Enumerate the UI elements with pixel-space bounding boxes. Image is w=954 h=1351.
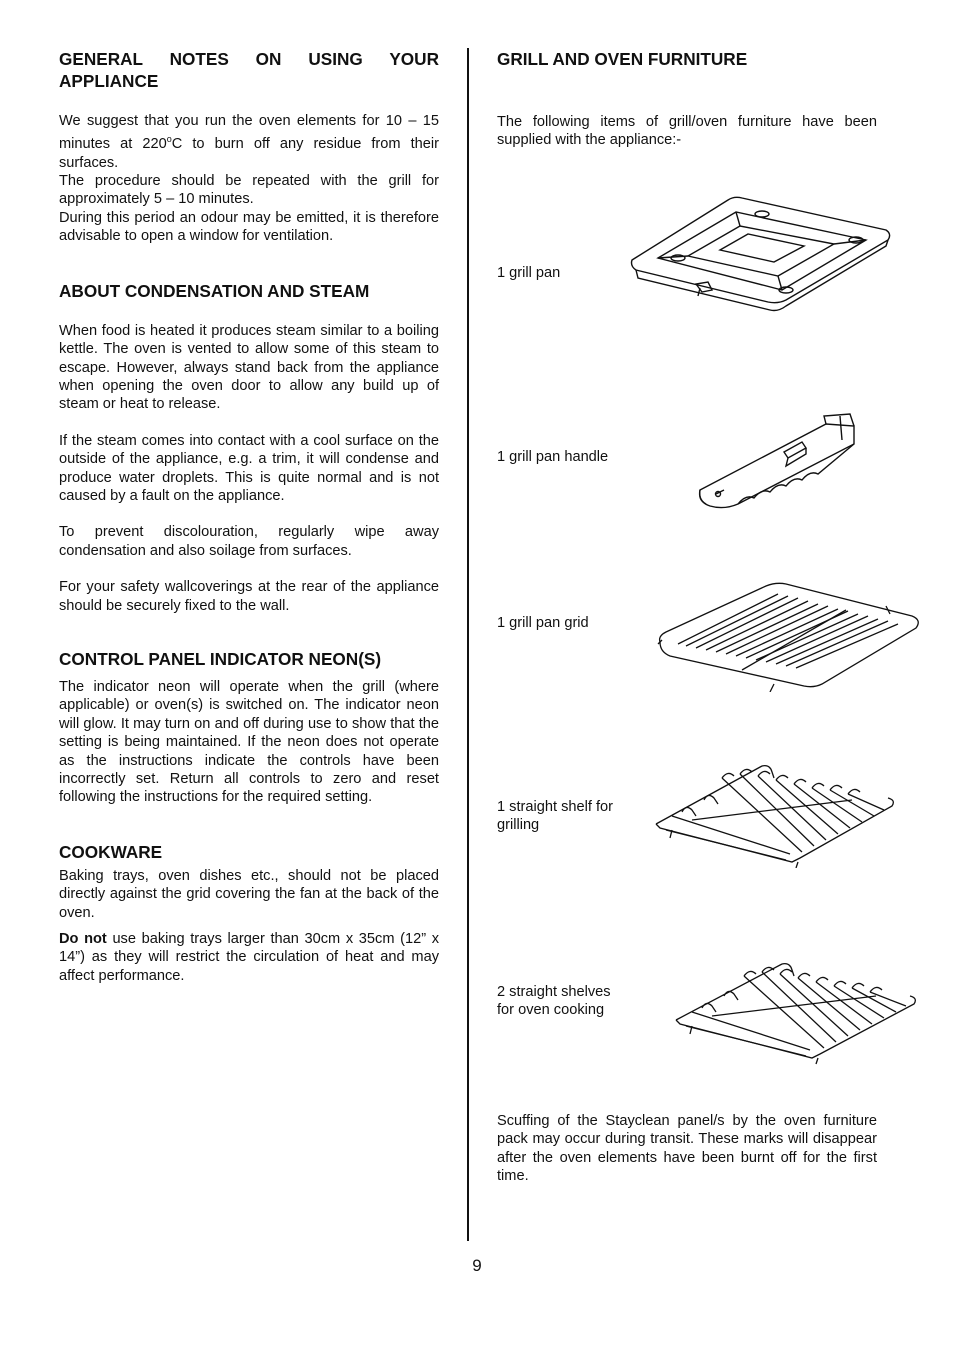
cookware-p2: Do not use baking trays larger than 30cm x 35cm (12” x 14”) as they will restrict the circulation of heat and may affect performance. (59, 931, 440, 984)
general-notes-p3: During this period an odour may be emitted, it is therefore advisable to open a window for ventilation. (59, 209, 439, 245)
furniture-intro: The following items of grill/oven furniture have been supplied with the appliance:- (497, 114, 877, 149)
item-label-grill-pan-handle: 1 grill pan handle (497, 449, 609, 465)
condensation-p1: When food is heated it produces steam similar to a boiling kettle. The oven is vented to allow some of this steam to escape. However, always stand back from the appliance when opening the oven door to allow any build up of steam or heat to release. (59, 322, 439, 413)
general-notes-p1: We suggest that you run the oven elements for 10 – 15 minutes at 220$^o$C to burn off any residue from their surfaces. (59, 113, 439, 171)
general-notes-heading: GENERAL NOTES ON USING YOUR APPLIANCE (59, 49, 439, 91)
grill-pan-illustration (628, 192, 894, 314)
general-notes-p2: The procedure should be repeated with the grill for approximately 5 – 10 minutes. (59, 173, 439, 208)
straight-shelves-oven-illustration (672, 958, 920, 1066)
left-column (59, 48, 439, 985)
neon-p1: The indicator neon will operate when the grill (where applicable) or oven(s) is switched on. The indicator neon will glow. It may turn on and off during use to show that the setting is being maintained. If the neon does not operate as the instructions indicate the controls have been incorrectly set. Return all controls to zero and reset following the instructions for the required setting. (59, 678, 439, 806)
condensation-p4: For your safety wallcoverings at the rear of the appliance should be securely fixed to the wall. (59, 579, 439, 614)
cookware-heading: COOKWARE (59, 841, 163, 862)
item-label-grill-pan: 1 grill pan (497, 265, 561, 281)
cookware-p1: Baking trays, oven dishes etc., should not be placed directly against the grid covering the fan at the back of the oven. (59, 867, 439, 921)
page-number: 9 (472, 1256, 482, 1275)
item-label-grill-pan-grid: 1 grill pan grid (497, 615, 589, 631)
condensation-p2: If the steam comes into contact with a cool surface on the outside of the appliance, e.g. a trim, it will condense and produce water droplets. This is quite normal and is not caused by a fault on the appliance. (59, 432, 439, 504)
furniture-footer-note: Scuffing of the Stayclean panel/s by the oven furniture pack may occur during transit. These marks will disappear after the oven elements have been burnt off for the first time. (497, 1113, 877, 1185)
neon-heading: CONTROL PANEL INDICATOR NEON(S) (59, 648, 382, 669)
degree-sup: o (166, 134, 172, 145)
grill-pan-handle-illustration (694, 410, 860, 514)
item-label-straight-shelves: 2 straight shelves for oven cooking (497, 984, 611, 1019)
condensation-p3: To prevent discolouration, regularly wipe away condensation and also soilage from surfaces. (59, 524, 439, 559)
right-column (497, 48, 877, 150)
straight-shelf-grilling-illustration (652, 760, 896, 868)
column-divider (467, 48, 469, 1241)
condensation-heading: ABOUT CONDENSATION AND STEAM (59, 280, 370, 301)
furniture-heading: GRILL AND OVEN FURNITURE (497, 49, 748, 69)
item-label-straight-shelf: 1 straight shelf for grilling (497, 799, 613, 834)
grill-pan-grid-illustration (656, 580, 924, 692)
